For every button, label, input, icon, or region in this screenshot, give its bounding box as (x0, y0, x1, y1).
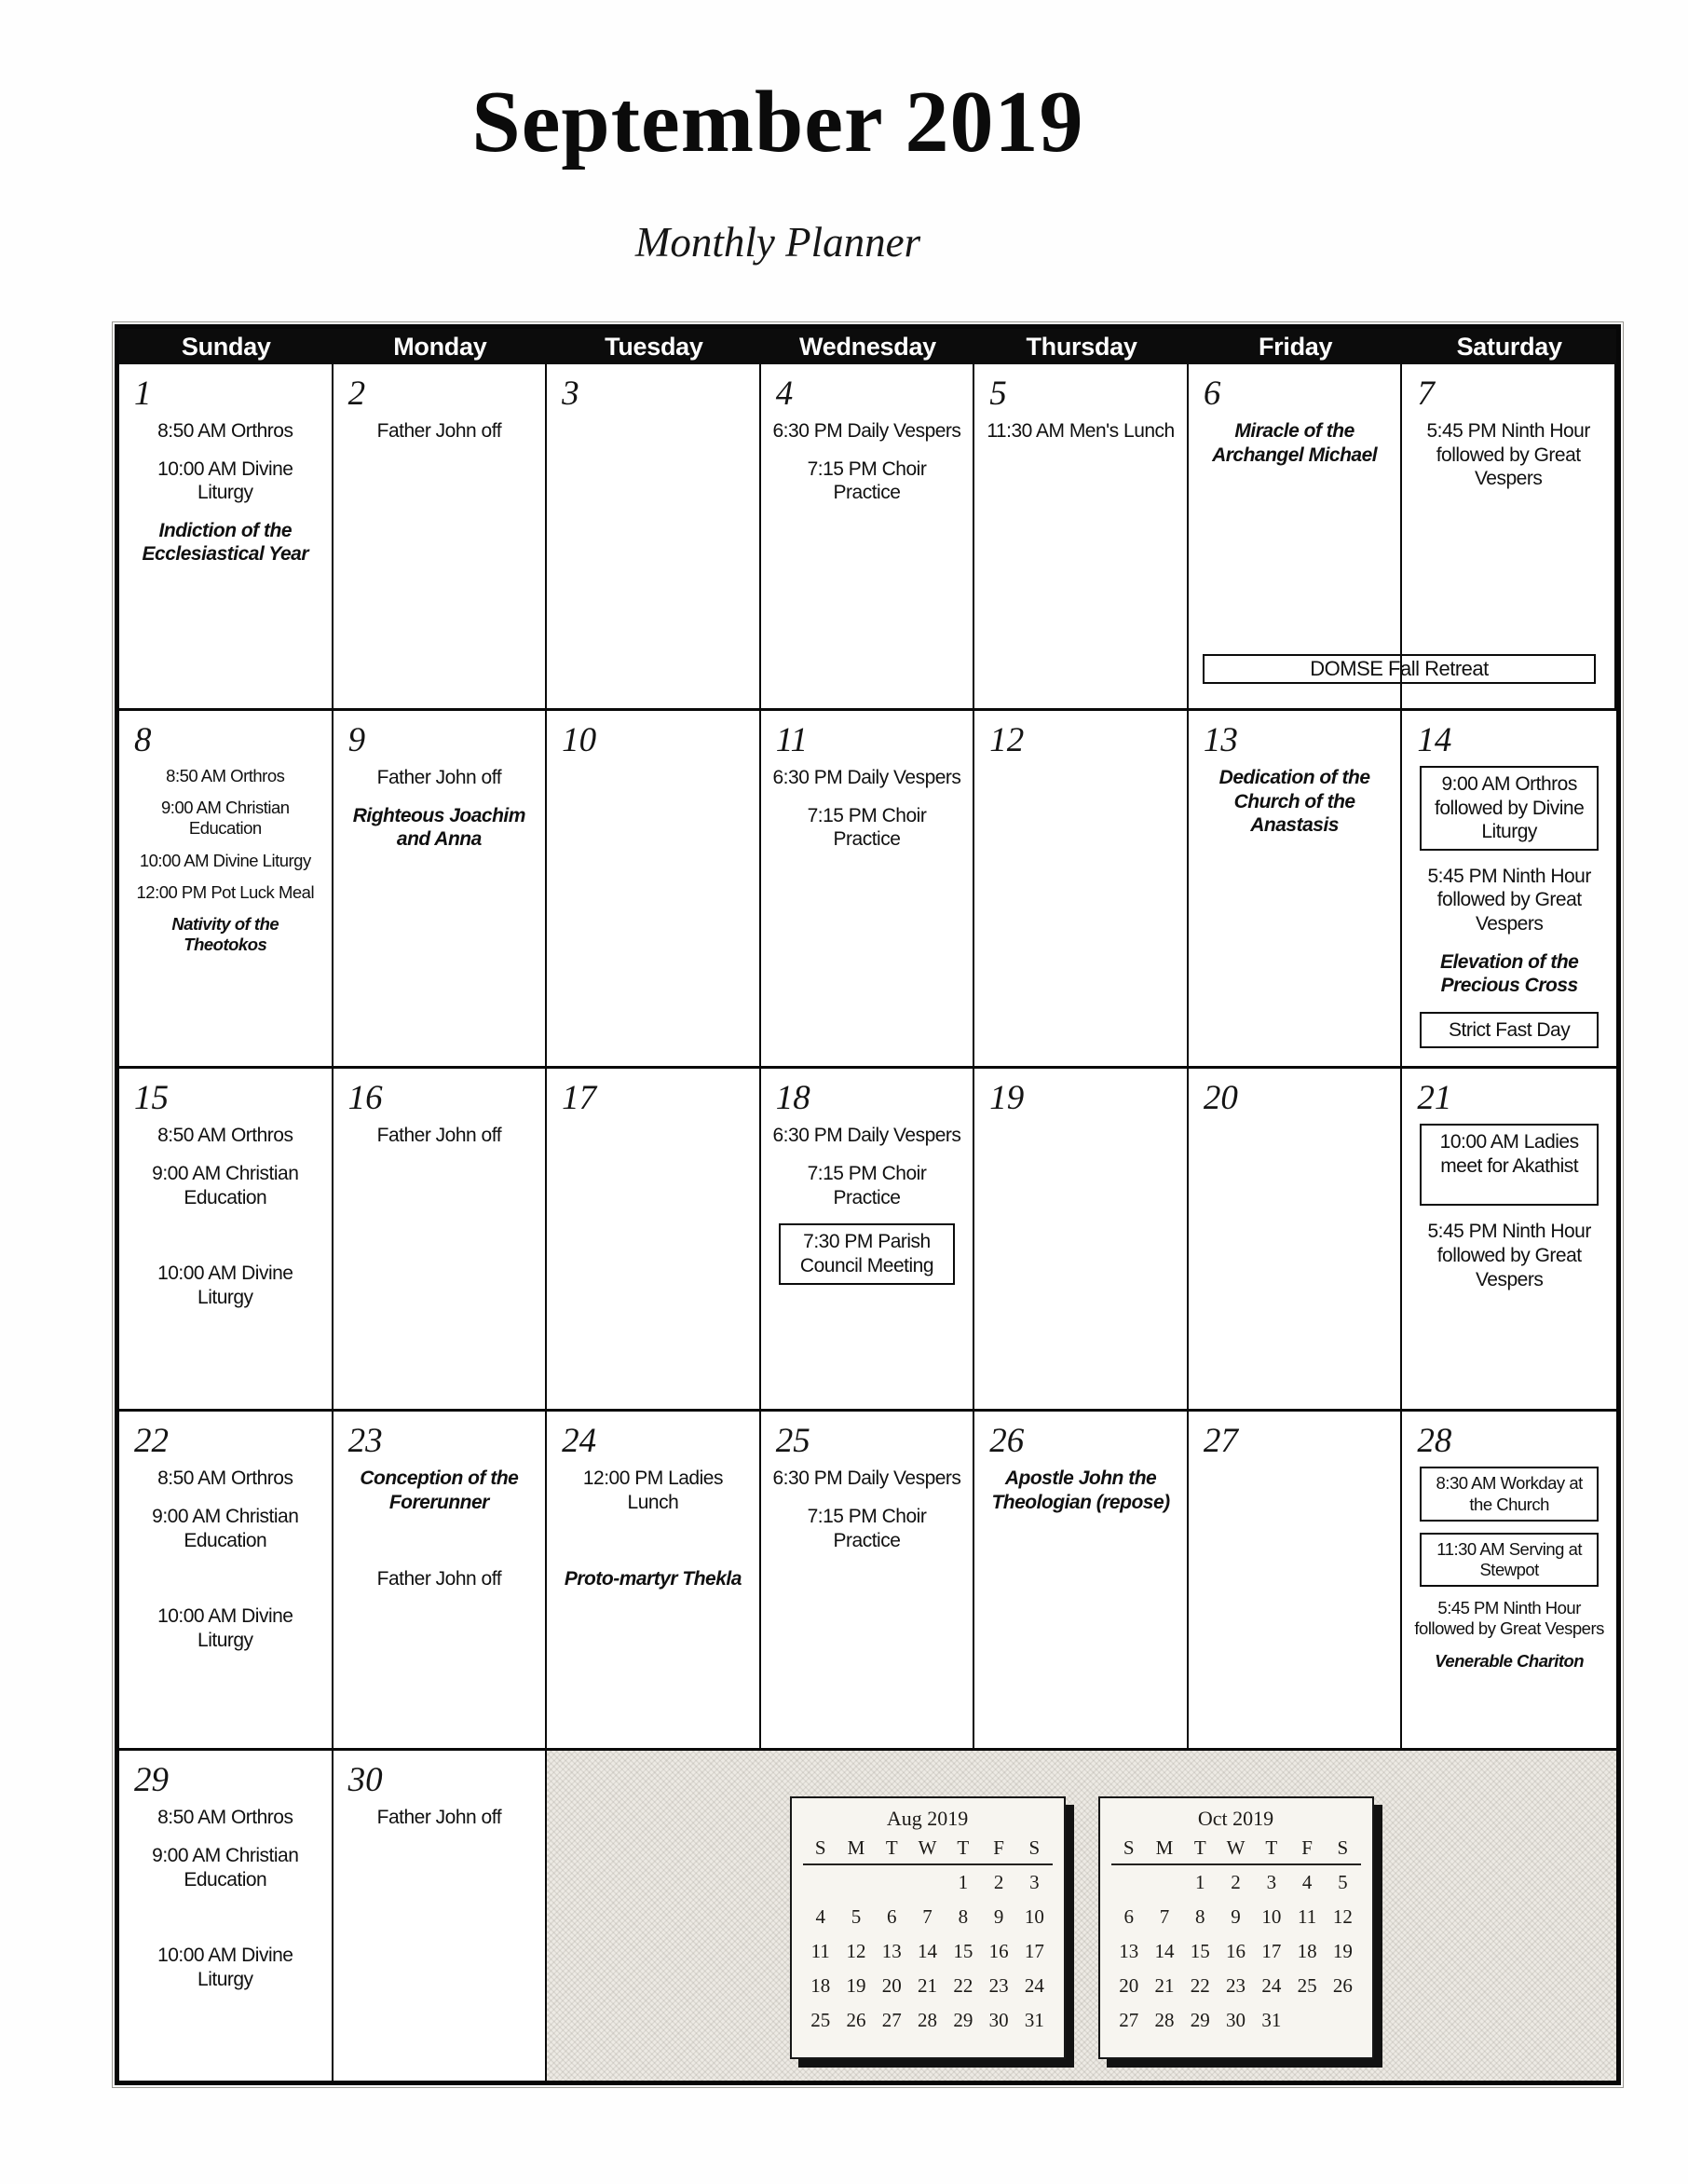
mini-calendar-oct (1098, 1796, 1374, 2059)
day-cell (334, 1069, 548, 1409)
day-number: 26 (989, 1422, 1025, 1461)
boxed-event: 8:30 AM Workday at the Church (1420, 1467, 1598, 1521)
event-label: 6:30 PM Daily Vespers (772, 420, 961, 442)
mini-calendar-day: 10 (1261, 1905, 1282, 1929)
day-cell (119, 1751, 334, 2081)
day-cell (974, 1412, 1189, 1748)
mini-calendar-day: 10 (1024, 1905, 1044, 1929)
mini-calendar-day: 28 (918, 2009, 938, 2032)
day-number: 9 (347, 721, 366, 759)
mini-calendar-day: 16 (1226, 1940, 1246, 1963)
day-number: 17 (562, 1079, 597, 1118)
day-number: 27 (1203, 1422, 1238, 1461)
day-cell (119, 364, 334, 708)
event-label: Father John off (376, 1125, 502, 1147)
day-number: 3 (562, 375, 579, 413)
day-events (339, 1124, 540, 1148)
weekday-label: Wednesday (799, 332, 936, 361)
event-label: 8:50 AM Orthros (166, 766, 285, 785)
mini-calendar-day (1325, 2003, 1360, 2038)
day-events (1194, 419, 1395, 467)
day-events (980, 1467, 1181, 1514)
mini-calendar-day: 14 (918, 1940, 938, 1963)
feast-label: Miracle of the Archangel Michael (1212, 420, 1378, 466)
mini-calendar-weekday: T (1193, 1836, 1206, 1860)
day-cell (974, 711, 1189, 1066)
day-number: 10 (562, 721, 597, 759)
day-number: 12 (989, 721, 1025, 759)
mini-calendar-day: 11 (1297, 1905, 1317, 1929)
day-number: 30 (347, 1761, 383, 1800)
day-number: 2 (347, 375, 366, 413)
page-title: September 2019 (471, 74, 1084, 171)
mini-calendar-day: 2 (1231, 1871, 1241, 1894)
mini-calendar-day: 21 (918, 1974, 938, 1998)
day-cell (119, 1069, 334, 1409)
day-cell (1189, 1412, 1403, 1748)
day-events (767, 419, 968, 505)
day-number: 29 (134, 1761, 169, 1800)
mini-calendar-day: 30 (988, 2009, 1009, 2032)
event-label: 8:50 AM Orthros (157, 1807, 293, 1829)
mini-calendar-weekday: M (847, 1836, 865, 1860)
mini-calendar-weekday: S (814, 1836, 826, 1860)
feast-label: Apostle John the Theologian (repose) (991, 1467, 1170, 1514)
event-label: 5:45 PM Ninth Hour followed by Great Vespers (1427, 1221, 1591, 1290)
mini-calendar-day: 2 (993, 1871, 1004, 1894)
day-cell (119, 711, 334, 1066)
day-cell (1402, 1412, 1616, 1748)
mini-calendar-day: 6 (887, 1905, 897, 1929)
day-cell (334, 1751, 548, 2081)
mini-calendar-day: 5 (851, 1905, 862, 1929)
day-number: 1 (134, 375, 152, 413)
boxed-event: 11:30 AM Serving at Stewpot (1420, 1533, 1598, 1587)
mini-calendar-day (1289, 2003, 1325, 2038)
mini-calendar-day: 13 (881, 1940, 902, 1963)
day-cell (761, 364, 975, 708)
mini-calendar-day: 29 (1190, 2009, 1210, 2032)
day-events (767, 1467, 968, 1552)
day-events (339, 1467, 540, 1590)
day-cell (547, 364, 761, 708)
day-cell (547, 711, 761, 1066)
event-label: 9:00 AM Christian Education (152, 1845, 299, 1891)
mini-calendar-day: 26 (846, 2009, 866, 2032)
day-cell (547, 1412, 761, 1748)
mini-calendar-weekdays (803, 1836, 1053, 1865)
mini-calendar-weekday: T (885, 1836, 898, 1860)
mini-calendar-day (1147, 1865, 1182, 1900)
mini-calendar-weekday: S (1337, 1836, 1349, 1860)
mini-calendar-day (909, 1865, 945, 1900)
event-label: 5:45 PM Ninth Hour followed by Great Vespers (1414, 1598, 1604, 1639)
mini-calendar-day: 25 (1297, 1974, 1317, 1998)
week-row (119, 1748, 1616, 2081)
mini-calendar-day: 18 (810, 1974, 831, 1998)
feast-label: Righteous Joachim and Anna (352, 804, 525, 851)
event-label: Father John off (376, 767, 502, 788)
mini-calendar-weekday: T (1265, 1836, 1278, 1860)
monthly-calendar (115, 324, 1621, 2085)
mini-calendar-day: 4 (1301, 1871, 1313, 1894)
day-events (125, 1124, 326, 1309)
day-events (125, 766, 326, 955)
feast-label: Dedication of the Church of the Anastasis (1218, 767, 1370, 837)
mini-calendar-day: 7 (1159, 1905, 1170, 1929)
day-number: 11 (775, 721, 808, 759)
day-events (1194, 766, 1395, 838)
day-events (767, 1124, 968, 1284)
mini-calendar-weekday: T (957, 1836, 970, 1860)
mini-calendar-day: 17 (1024, 1940, 1044, 1963)
event-label: 10:00 AM Divine Liturgy (157, 1605, 293, 1651)
mini-calendar-day: 20 (1119, 1974, 1139, 1998)
day-events (1408, 1124, 1611, 1291)
mini-calendar-day: 9 (993, 1905, 1004, 1929)
day-number: 24 (562, 1422, 597, 1461)
mini-calendar-day: 1 (958, 1871, 969, 1894)
mini-calendar-weekday: W (1226, 1836, 1246, 1860)
mini-calendar-day: 25 (810, 2009, 831, 2032)
day-number: 19 (989, 1079, 1025, 1118)
mini-calendar-day: 27 (1119, 2009, 1139, 2032)
mini-calendar-day: 21 (1154, 1974, 1175, 1998)
mini-calendar-day: 27 (881, 2009, 902, 2032)
weekday-header (119, 329, 1616, 364)
day-number: 15 (134, 1079, 169, 1118)
day-cell (974, 364, 1189, 708)
mini-calendar-day: 12 (846, 1940, 866, 1963)
mini-calendar-day: 23 (1226, 1974, 1246, 1998)
mini-calendar-day: 19 (846, 1974, 866, 1998)
mini-calendar-day: 24 (1024, 1974, 1044, 1998)
day-cell (974, 1069, 1189, 1409)
mini-calendar-day: 24 (1261, 1974, 1282, 1998)
mini-calendar-weekday: S (1123, 1836, 1135, 1860)
mini-calendar-day: 28 (1154, 2009, 1175, 2032)
mini-calendar-days (1111, 1865, 1361, 2038)
day-number: 23 (347, 1422, 383, 1461)
day-number: 22 (134, 1422, 169, 1461)
weekday-label: Friday (1258, 332, 1333, 361)
mini-calendar-day: 12 (1332, 1905, 1353, 1929)
mini-calendar-day: 9 (1231, 1905, 1241, 1929)
mini-calendar-day: 8 (1195, 1905, 1205, 1929)
mini-calendar-day: 30 (1226, 2009, 1246, 2032)
feast-label: Nativity of the Theotokos (171, 913, 279, 955)
page-subtitle: Monthly Planner (634, 219, 921, 266)
feast-label: Proto-martyr Thekla (564, 1567, 742, 1590)
mini-calendar-day: 15 (1190, 1940, 1210, 1963)
mini-calendar-day (838, 1865, 874, 1900)
day-cell (761, 1069, 975, 1409)
event-label: 10:00 AM Divine Liturgy (157, 1945, 293, 1990)
mini-calendar-day: 7 (922, 1905, 932, 1929)
event-label: Father John off (376, 1807, 502, 1829)
mini-calendar-day: 11 (810, 1940, 830, 1963)
day-events (339, 766, 540, 852)
mini-calendar-weekdays (1111, 1836, 1361, 1865)
mini-calendar-weekday: M (1155, 1836, 1174, 1860)
day-cell (1189, 1069, 1403, 1409)
mini-calendar-day: 14 (1154, 1940, 1175, 1963)
event-label: Father John off (376, 420, 502, 442)
feast-label: Conception of the Forerunner (360, 1467, 519, 1514)
mini-calendar-day: 17 (1261, 1940, 1282, 1963)
day-number: 28 (1417, 1422, 1452, 1461)
mini-calendar-day: 5 (1338, 1871, 1348, 1894)
mini-calendar-day: 8 (958, 1905, 969, 1929)
mini-calendar-day (874, 1865, 909, 1900)
event-label: 10:00 AM Divine Liturgy (157, 1263, 293, 1308)
mini-calendar-day: 4 (815, 1905, 825, 1929)
day-number: 14 (1417, 721, 1452, 759)
day-number: 16 (347, 1079, 383, 1118)
mini-calendar-day: 26 (1332, 1974, 1353, 1998)
day-events (767, 766, 968, 852)
day-cell (547, 1069, 761, 1409)
day-events (339, 419, 540, 444)
mini-calendar-weekday: S (1028, 1836, 1041, 1860)
mini-calendar-day: 29 (953, 2009, 973, 2032)
mini-calendar-day: 3 (1029, 1871, 1040, 1894)
day-number: 8 (134, 721, 152, 759)
mini-calendar-day: 15 (953, 1940, 973, 1963)
event-label: 7:15 PM Choir Practice (807, 1506, 927, 1551)
event-label: Father John off (376, 1567, 502, 1590)
mini-calendar-day: 13 (1119, 1940, 1139, 1963)
mini-calendar-day: 16 (988, 1940, 1009, 1963)
mini-calendar-day (803, 1865, 838, 1900)
event-label: 6:30 PM Daily Vespers (772, 1467, 961, 1490)
event-label: 7:15 PM Choir Practice (807, 804, 927, 851)
day-events (125, 1806, 326, 1991)
mini-calendar-title: Oct 2019 (1197, 1807, 1274, 1831)
day-number: 5 (989, 375, 1007, 413)
mini-calendar-day: 3 (1266, 1871, 1277, 1894)
day-events (1408, 1467, 1611, 1671)
day-events (552, 1467, 754, 1590)
day-events (1408, 419, 1609, 491)
weekday-label: Thursday (1026, 332, 1137, 361)
mini-calendar-day: 31 (1261, 2009, 1282, 2032)
mini-calendar-weekday: F (1301, 1836, 1313, 1860)
boxed-event: Strict Fast Day (1420, 1012, 1598, 1049)
mini-calendar-day: 22 (1190, 1974, 1210, 1998)
day-number: 20 (1203, 1079, 1238, 1118)
mini-calendar-day: 23 (988, 1974, 1009, 1998)
weekday-label: Monday (393, 332, 487, 361)
week-row (119, 708, 1616, 1066)
event-label: 5:45 PM Ninth Hour followed by Great Vespers (1427, 865, 1591, 935)
day-cell (1189, 711, 1403, 1066)
weekday-label: Saturday (1456, 332, 1562, 361)
week-row (119, 1066, 1616, 1409)
day-events (1408, 766, 1611, 1048)
event-label: 5:45 PM Ninth Hour followed by Great Vespers (1426, 420, 1590, 490)
event-label: 12:00 PM Ladies Lunch (582, 1467, 723, 1514)
event-label: 10:00 AM Divine Liturgy (157, 457, 293, 504)
day-events (980, 419, 1181, 444)
weekday-label: Sunday (181, 332, 271, 361)
day-number: 21 (1417, 1079, 1452, 1118)
mini-calendar-weekday: F (993, 1836, 1004, 1860)
day-number: 4 (775, 375, 794, 413)
day-number: 7 (1417, 375, 1435, 413)
event-label: 6:30 PM Daily Vespers (772, 1125, 961, 1147)
mini-calendar-day: 31 (1024, 2009, 1044, 2032)
feast-label: Elevation of the Precious Cross (1439, 950, 1579, 997)
week-row (119, 1409, 1616, 1748)
week-rows (119, 364, 1616, 2081)
event-label: 12:00 PM Pot Luck Meal (136, 881, 315, 902)
event-label: 8:50 AM Orthros (157, 420, 293, 442)
page-header (0, 74, 1556, 266)
event-label: 7:15 PM Choir Practice (807, 1163, 927, 1208)
retreat-banner: DOMSE Fall Retreat (1203, 654, 1596, 684)
day-events (339, 1806, 540, 1830)
mini-calendar-day: 20 (881, 1974, 902, 1998)
day-cell (761, 711, 975, 1066)
event-label: 10:00 AM Divine Liturgy (139, 850, 311, 870)
day-cell (334, 364, 548, 708)
day-events (125, 1467, 326, 1652)
day-cell (334, 1412, 548, 1748)
mini-calendar-day: 1 (1195, 1871, 1205, 1894)
event-label: 8:50 AM Orthros (157, 1467, 293, 1490)
event-label: 11:30 AM Men's Lunch (987, 420, 1175, 442)
mini-calendar-day: 22 (953, 1974, 973, 1998)
feast-label: Indiction of the Ecclesiastical Year (142, 519, 309, 566)
event-label: 9:00 AM Christian Education (161, 798, 290, 839)
boxed-event: 9:00 AM Orthros followed by Divine Liturgy (1420, 766, 1598, 851)
event-label: 9:00 AM Christian Education (152, 1506, 299, 1551)
event-label: 6:30 PM Daily Vespers (772, 767, 961, 788)
boxed-event: 7:30 PM Parish Council Meeting (779, 1223, 956, 1284)
day-number: 13 (1203, 721, 1238, 759)
mini-calendar-aug (790, 1796, 1066, 2059)
event-label: 9:00 AM Christian Education (152, 1163, 299, 1208)
mini-calendar-weekday: W (918, 1836, 937, 1860)
mini-calendar-title: Aug 2019 (886, 1807, 969, 1831)
mini-calendar-day: 19 (1332, 1940, 1353, 1963)
mini-calendar-day: 6 (1123, 1905, 1134, 1929)
day-number: 18 (775, 1079, 810, 1118)
day-number: 25 (775, 1422, 810, 1461)
day-cell (1402, 1069, 1616, 1409)
day-number: 6 (1203, 375, 1221, 413)
feast-label: Venerable Chariton (1435, 1650, 1585, 1671)
gray-fill-area (547, 1751, 1616, 2081)
weekday-label: Tuesday (605, 332, 703, 361)
boxed-event: 10:00 AM Ladies meet for Akathist (1420, 1124, 1598, 1206)
mini-calendar-day: 18 (1297, 1940, 1317, 1963)
week-row (119, 364, 1616, 708)
mini-calendar-day (1111, 1865, 1147, 1900)
event-label: 7:15 PM Choir Practice (807, 457, 927, 504)
day-cell (119, 1412, 334, 1748)
day-events (125, 419, 326, 566)
mini-calendar-days (803, 1865, 1053, 2038)
event-label: 8:50 AM Orthros (157, 1125, 293, 1147)
day-cell (761, 1412, 975, 1748)
day-cell (334, 711, 548, 1066)
day-cell (1402, 711, 1616, 1066)
